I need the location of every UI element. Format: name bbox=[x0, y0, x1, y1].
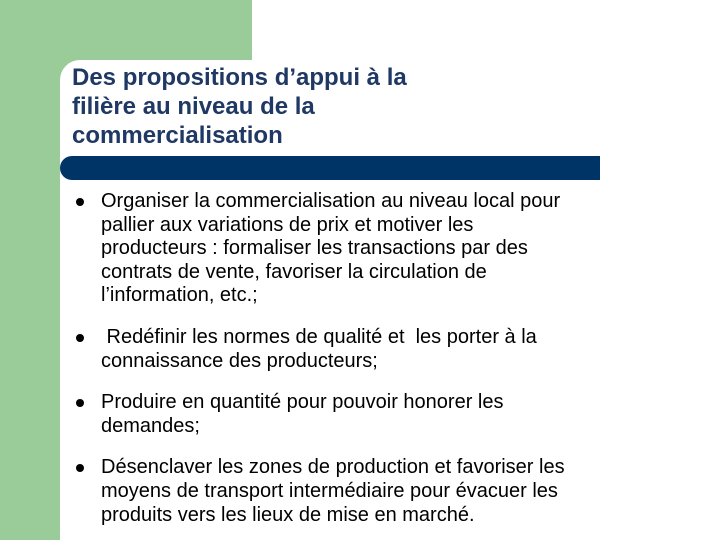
bullet-line: connaissance des producteurs; bbox=[101, 349, 378, 372]
bullet-line: Produire en quantité pour pouvoir honorer les bbox=[101, 391, 504, 414]
bullet-dot-icon bbox=[76, 334, 84, 342]
title-line: filière au niveau de la bbox=[72, 93, 315, 120]
title-line: commercialisation bbox=[72, 122, 283, 149]
bullet-dot-icon bbox=[76, 464, 84, 472]
bullet-item-desenclaver bbox=[72, 456, 672, 527]
bullet-line: contrats de vente, favoriser la circulation de bbox=[101, 260, 487, 283]
bullet-line: moyens de transport intermédiaire pour évacuer les bbox=[101, 479, 558, 502]
bullet-line: demandes; bbox=[101, 414, 200, 437]
bullet-dot-icon bbox=[76, 399, 84, 407]
bullet-item-normes-qualite bbox=[72, 326, 672, 373]
bullet-list bbox=[72, 190, 672, 527]
bullet-line: pallier aux variations de prix et motiver les bbox=[101, 213, 474, 236]
slide-title bbox=[72, 63, 592, 150]
bullet-item-commercialisation bbox=[72, 190, 672, 308]
bullet-dot-icon bbox=[76, 198, 84, 206]
bullet-line: produits vers les lieux de mise en marché. bbox=[101, 503, 475, 526]
bullet-item-production-quantite bbox=[72, 391, 672, 438]
bullet-line: Organiser la commercialisation au niveau local pour bbox=[101, 190, 561, 212]
title-line: Des propositions d’appui à la bbox=[72, 64, 407, 91]
bullet-line: producteurs : formaliser les transactions par des bbox=[101, 237, 528, 260]
title-divider-bar bbox=[60, 156, 600, 180]
bullet-line: Désenclaver les zones de production et favoriser les bbox=[101, 456, 565, 479]
bullet-line: Redéfinir les normes de qualité et les porter à la bbox=[101, 325, 537, 348]
bullet-line: l’information, etc.; bbox=[101, 284, 258, 307]
